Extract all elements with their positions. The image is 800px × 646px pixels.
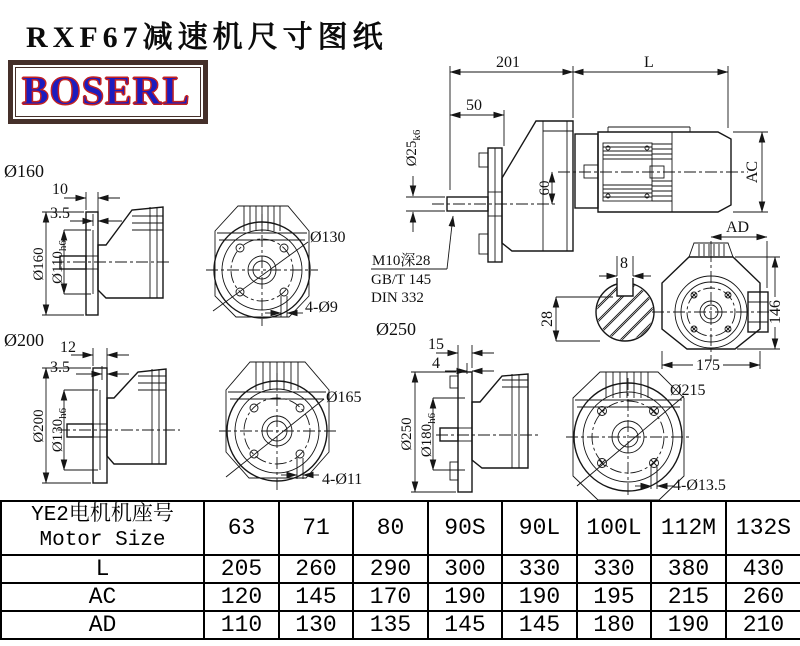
- table-row-L: [1, 555, 800, 583]
- cell-AC-132S: 260: [726, 583, 800, 611]
- motor-size-100L: 100L: [577, 501, 651, 555]
- row-label-AD: AD: [1, 611, 204, 639]
- dimension-table: [0, 500, 800, 640]
- cell-L-63: 205: [204, 555, 279, 583]
- dim-spigot-dia-130: $Ø130_{h6}$: [50, 407, 69, 453]
- thread-note: [371, 216, 453, 306]
- motor-size-71: 71: [279, 501, 353, 555]
- label-flange-250: Ø250: [376, 319, 416, 339]
- cell-AC-90S: 190: [428, 583, 502, 611]
- cell-AD-71: 130: [279, 611, 353, 639]
- note-gb-standard: GB/T 145: [371, 272, 432, 288]
- dim-flange-dia-160: Ø160: [31, 247, 47, 281]
- cell-L-100L: 330: [577, 555, 651, 583]
- page-title: RXF67减速机尺寸图纸: [26, 21, 388, 54]
- dim-shaft-diameter: $Ø25_{k6}$: [404, 129, 423, 167]
- cell-L-90S: 300: [428, 555, 502, 583]
- dim-bolt-circle-215: Ø215: [670, 382, 706, 399]
- brand-logo-text: BOSERL: [22, 68, 191, 113]
- table-row-AD: [1, 611, 800, 639]
- dim-AC: AC: [744, 160, 761, 184]
- row-label-L: L: [1, 555, 204, 583]
- dim-spigot-dia-180: $Ø180_{h6}$: [419, 412, 438, 458]
- cell-L-90L: 330: [502, 555, 577, 583]
- dim-AD: AD: [726, 219, 750, 236]
- dim-60: 60: [537, 180, 553, 196]
- dim-key-height-28: 28: [539, 311, 556, 327]
- motor-size-90L: 90L: [502, 501, 577, 555]
- dim-201: 201: [496, 54, 520, 71]
- view-assembly-side: [404, 54, 768, 262]
- cell-L-80: 290: [353, 555, 428, 583]
- dim-spigot-dia-110: $Ø110_{h6}$: [50, 240, 69, 284]
- dim-flange-dia-200: Ø200: [31, 409, 47, 443]
- cell-AC-112M: 215: [651, 583, 726, 611]
- dim-spigot-4: 4: [432, 355, 440, 372]
- dim-spigot-3p5b: 3.5: [50, 359, 70, 376]
- cell-L-112M: 380: [651, 555, 726, 583]
- header-zh: YE2电机机座号: [31, 504, 174, 527]
- dim-50: 50: [466, 97, 482, 114]
- dim-holes-4xd9: 4-Ø9: [305, 299, 338, 316]
- dim-holes-4xd11: 4-Ø11: [322, 471, 363, 488]
- view-front165: [219, 362, 362, 490]
- cell-L-132S: 430: [726, 555, 800, 583]
- dim-L: L: [644, 54, 654, 71]
- dim-146: 146: [767, 300, 784, 324]
- cell-AC-100L: 195: [577, 583, 651, 611]
- cell-AD-90L: 145: [502, 611, 577, 639]
- table-header-motor-size: [1, 501, 204, 555]
- dim-175: 175: [696, 357, 720, 374]
- cell-AD-132S: 210: [726, 611, 800, 639]
- view-front130: [206, 206, 346, 326]
- note-din-standard: DIN 332: [371, 290, 424, 306]
- dim-key-width-8: 8: [620, 255, 628, 272]
- cell-AD-63: 110: [204, 611, 279, 639]
- note-tap: M10深28: [372, 253, 431, 269]
- view-flange250-side: [399, 336, 540, 492]
- motor-fins: [603, 144, 672, 201]
- dim-plate-15: 15: [428, 336, 444, 353]
- dim-plate-12: 12: [60, 339, 76, 356]
- table-header-row: [1, 501, 800, 555]
- motor-size-132S: 132S: [726, 501, 800, 555]
- dim-plate-10: 10: [52, 181, 68, 198]
- motor-size-90S: 90S: [428, 501, 502, 555]
- motor-size-112M: 112M: [651, 501, 726, 555]
- hatch-pattern: [560, 214, 704, 384]
- view-shaft-key-section: [539, 214, 704, 384]
- motor-size-63: 63: [204, 501, 279, 555]
- cell-AC-63: 120: [204, 583, 279, 611]
- motor-size-80: 80: [353, 501, 428, 555]
- label-flange-160: Ø160: [4, 161, 44, 181]
- cell-AD-80: 135: [353, 611, 428, 639]
- row-label-AC: AC: [1, 583, 204, 611]
- dim-holes-4xd13p5: 4-Ø13.5: [673, 477, 726, 494]
- label-flange-200: Ø200: [4, 330, 44, 350]
- cell-AC-90L: 190: [502, 583, 577, 611]
- view-front215: [566, 372, 726, 500]
- dim-flange-dia-250: Ø250: [399, 417, 415, 451]
- header-en: Motor Size: [39, 529, 166, 552]
- cell-AD-90S: 145: [428, 611, 502, 639]
- dim-bolt-circle-165: Ø165: [326, 389, 362, 406]
- cell-L-71: 260: [279, 555, 353, 583]
- cell-AD-100L: 180: [577, 611, 651, 639]
- cell-AC-71: 145: [279, 583, 353, 611]
- view-flange160-side: [31, 181, 172, 315]
- view-flange200-side: [31, 339, 180, 483]
- cell-AC-80: 170: [353, 583, 428, 611]
- view-output-side: [652, 219, 784, 374]
- dim-bolt-circle-130: Ø130: [310, 229, 346, 246]
- table-row-AC: [1, 583, 800, 611]
- dim-spigot-3p5: 3.5: [50, 205, 70, 222]
- cell-AD-112M: 190: [651, 611, 726, 639]
